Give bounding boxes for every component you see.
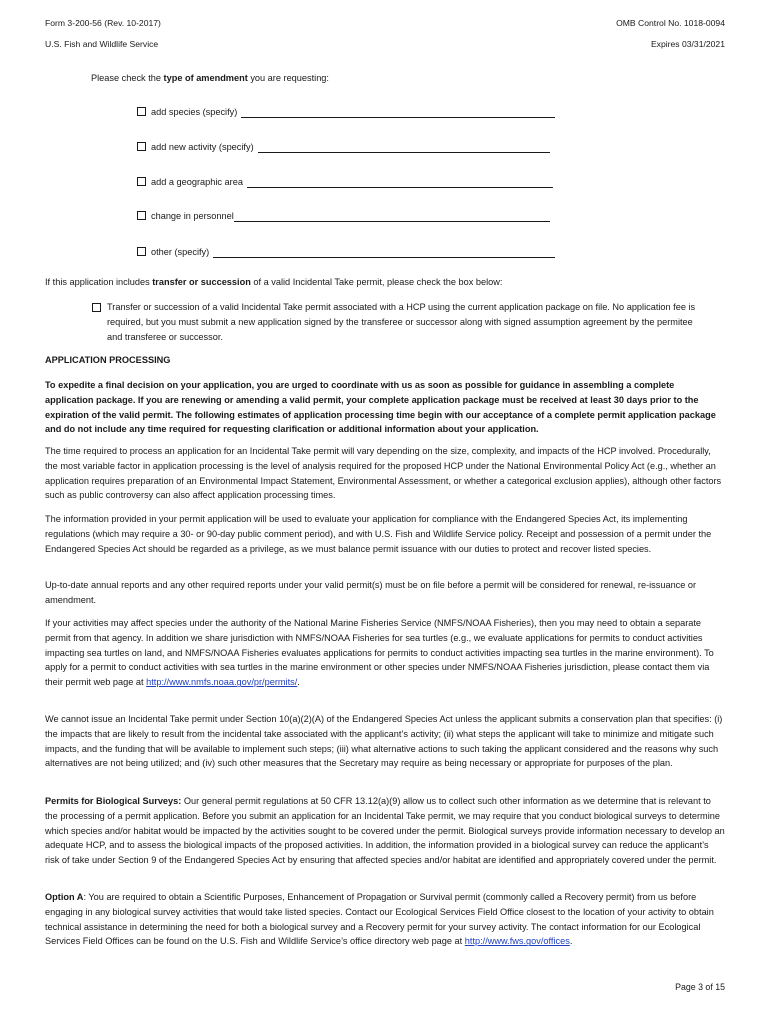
amend-option-species[interactable]: add species (specify): [137, 106, 555, 118]
amend-option-other[interactable]: other (specify): [137, 246, 555, 258]
checkbox-transfer-succession[interactable]: [92, 303, 101, 312]
amend-option-activity[interactable]: add new activity (specify): [137, 141, 550, 153]
processing-paragraph-4: If your activities may affect species under the authority of the National Marine Fisheries Service (NMFS/NOAA Fisheries), then you may need to obtain a separate permit from that agency. In addition we share jurisdiction with NMFS/NOAA Fisheries for sea turtles (e.g., we evaluate applications for permits to conduct activities impacting sea turtles on land, and NMFS/NOAA Fisheries evaluates applications for permits to conduct activities impacting sea turtles in the marine environment). To apply for a permit to conduct activities with sea turtles in the marine environment or other species under NMFS/NOAA Fisheries jurisdiction, please contact them via their permit web page at http://www.nmfs.noaa.gov/pr/permits/.: [45, 618, 714, 688]
page-number: Page 3 of 15: [675, 982, 725, 992]
checkbox-add-geographic-area[interactable]: [137, 177, 146, 186]
specify-other-line[interactable]: [213, 248, 555, 258]
agency-name: U.S. Fish and Wildlife Service: [45, 39, 159, 49]
processing-bold-paragraph: To expedite a final decision on your application, you are urged to coordinate with us as soon as possible for guidance in assembling a complete application package. If you are renewing or amending a valid permit, your complete application package must be received at least 30 days prior to the expiration of the valid permit. The following estimates of application processing time begin with our acceptance of a complete permit application package and do not include any time required for requesting clarification or additional information about your application.: [45, 380, 716, 435]
processing-paragraph-3: Up-to-date annual reports and any other required reports under your valid permit(s) must be on file before a permit will be considered for renewal, re-issuance or amendment.: [45, 580, 697, 605]
amend-option-personnel[interactable]: change in personnel: [137, 210, 550, 222]
processing-paragraph-1: The time required to process an application for an Incidental Take permit will vary depending on the size, complexity, and impacts of the HCP involved. Procedurally, the most variable factor in application processing is the level of analysis required for the proposed HCP under the National Environmental Policy Act (e.g., whether an application requires preparation of an Environmental Impact Statement, Environmental Assessment, or whether a categorical exclusion applies), although other factors such as public controversy can also affect application processing times.: [45, 446, 722, 501]
amend-option-geographic[interactable]: add a geographic area: [137, 176, 553, 188]
transfer-option[interactable]: Transfer or succession of a valid Incidental Take permit associated with a HCP using the current application package on file. No application fee is required, but you must submit a new application signed by the transferee or successor along with signed assumption agreement by the permitee and transferee or successor.: [92, 300, 702, 344]
transfer-intro: If this application includes transfer or succession of a valid Incidental Take permit, please check the box below:: [45, 277, 503, 287]
biological-surveys-paragraph: Permits for Biological Surveys: Our general permit regulations at 50 CFR 13.12(a)(9) allow us to collect such other information as we determine that is relevant to the processing of a permit application. Before you submit an application for an Incidental Take permit, we may require that you conduct biological surveys to determine which species and/or habitat would be impacted by the activities sought to be covered under the permit. Biological surveys provide information necessary to develop an adequate HCP, and to assess the biological impacts of the proposed activities. In addition, the information provided in a biological survey can reduce the applicant’s risk of take under Section 9 of the Endangered Species Act by ensuring that affected species and/or habitat are identified and appropriately covered under the permit.: [45, 796, 725, 866]
personnel-line[interactable]: [234, 212, 550, 222]
nmfs-permits-link[interactable]: http://www.nmfs.noaa.gov/pr/permits/: [146, 677, 298, 688]
checkbox-add-species[interactable]: [137, 107, 146, 116]
expiration-date: Expires 03/31/2021: [650, 39, 725, 49]
option-a-paragraph: Option A: You are required to obtain a Scientific Purposes, Enhancement of Propagation or Survival permit (commonly called a Recovery permit) from us before engaging in any biological survey activities that would take listed species. Contact our Ecological Services Field Office closest to the location of your activity to obtain technical assistance in determining the need for both a biological survey and a Recovery permit for your survey activity. The contact information for our Ecological Services Field Offices can be found on the U.S. Fish and Wildlife Service’s office directory web page at http://www.fws.gov/offices.: [45, 892, 714, 947]
fws-offices-link[interactable]: http://www.fws.gov/offices: [464, 936, 570, 947]
checkbox-other[interactable]: [137, 247, 146, 256]
processing-paragraph-2: The information provided in your permit application will be used to evaluate your application for compliance with the Endangered Species Act, its implementing regulations (which may require a 30- or 90-day public comment period), and with U.S. Fish and Wildlife Service policy. Receipt and possession of a permit under the Endangered Species Act should be regarded as a privilege, as we must balance permit issuance with our duties to protect and recover listed species.: [45, 514, 712, 554]
section-heading-processing: APPLICATION PROCESSING: [45, 355, 171, 365]
omb-control-number: OMB Control No. 1018-0094: [616, 18, 725, 28]
specify-activity-line[interactable]: [258, 143, 550, 153]
amendment-intro: Please check the type of amendment you are requesting:: [91, 73, 329, 83]
form-number: Form 3-200-56 (Rev. 10-2017): [45, 18, 161, 28]
geographic-area-line[interactable]: [247, 178, 553, 188]
processing-paragraph-5: We cannot issue an Incidental Take permit under Section 10(a)(2)(A) of the Endangered Species Act unless the applicant submits a conservation plan that specifies: (i) the impacts that are likely to result from the incidental take associated with the applicant’s activity; (ii) what steps the applicant will take to minimize and mitigate such impacts, and the funding that will be available to implement such steps; (iii) what alternative actions to such taking the applicant considered and the reasons why such alternatives are not being utilized; and (iv) such other measures that the Secretary may require as being necessary or appropriate for purposes of the plan.: [45, 714, 723, 769]
checkbox-change-personnel[interactable]: [137, 211, 146, 220]
specify-species-line[interactable]: [241, 108, 555, 118]
checkbox-add-activity[interactable]: [137, 142, 146, 151]
